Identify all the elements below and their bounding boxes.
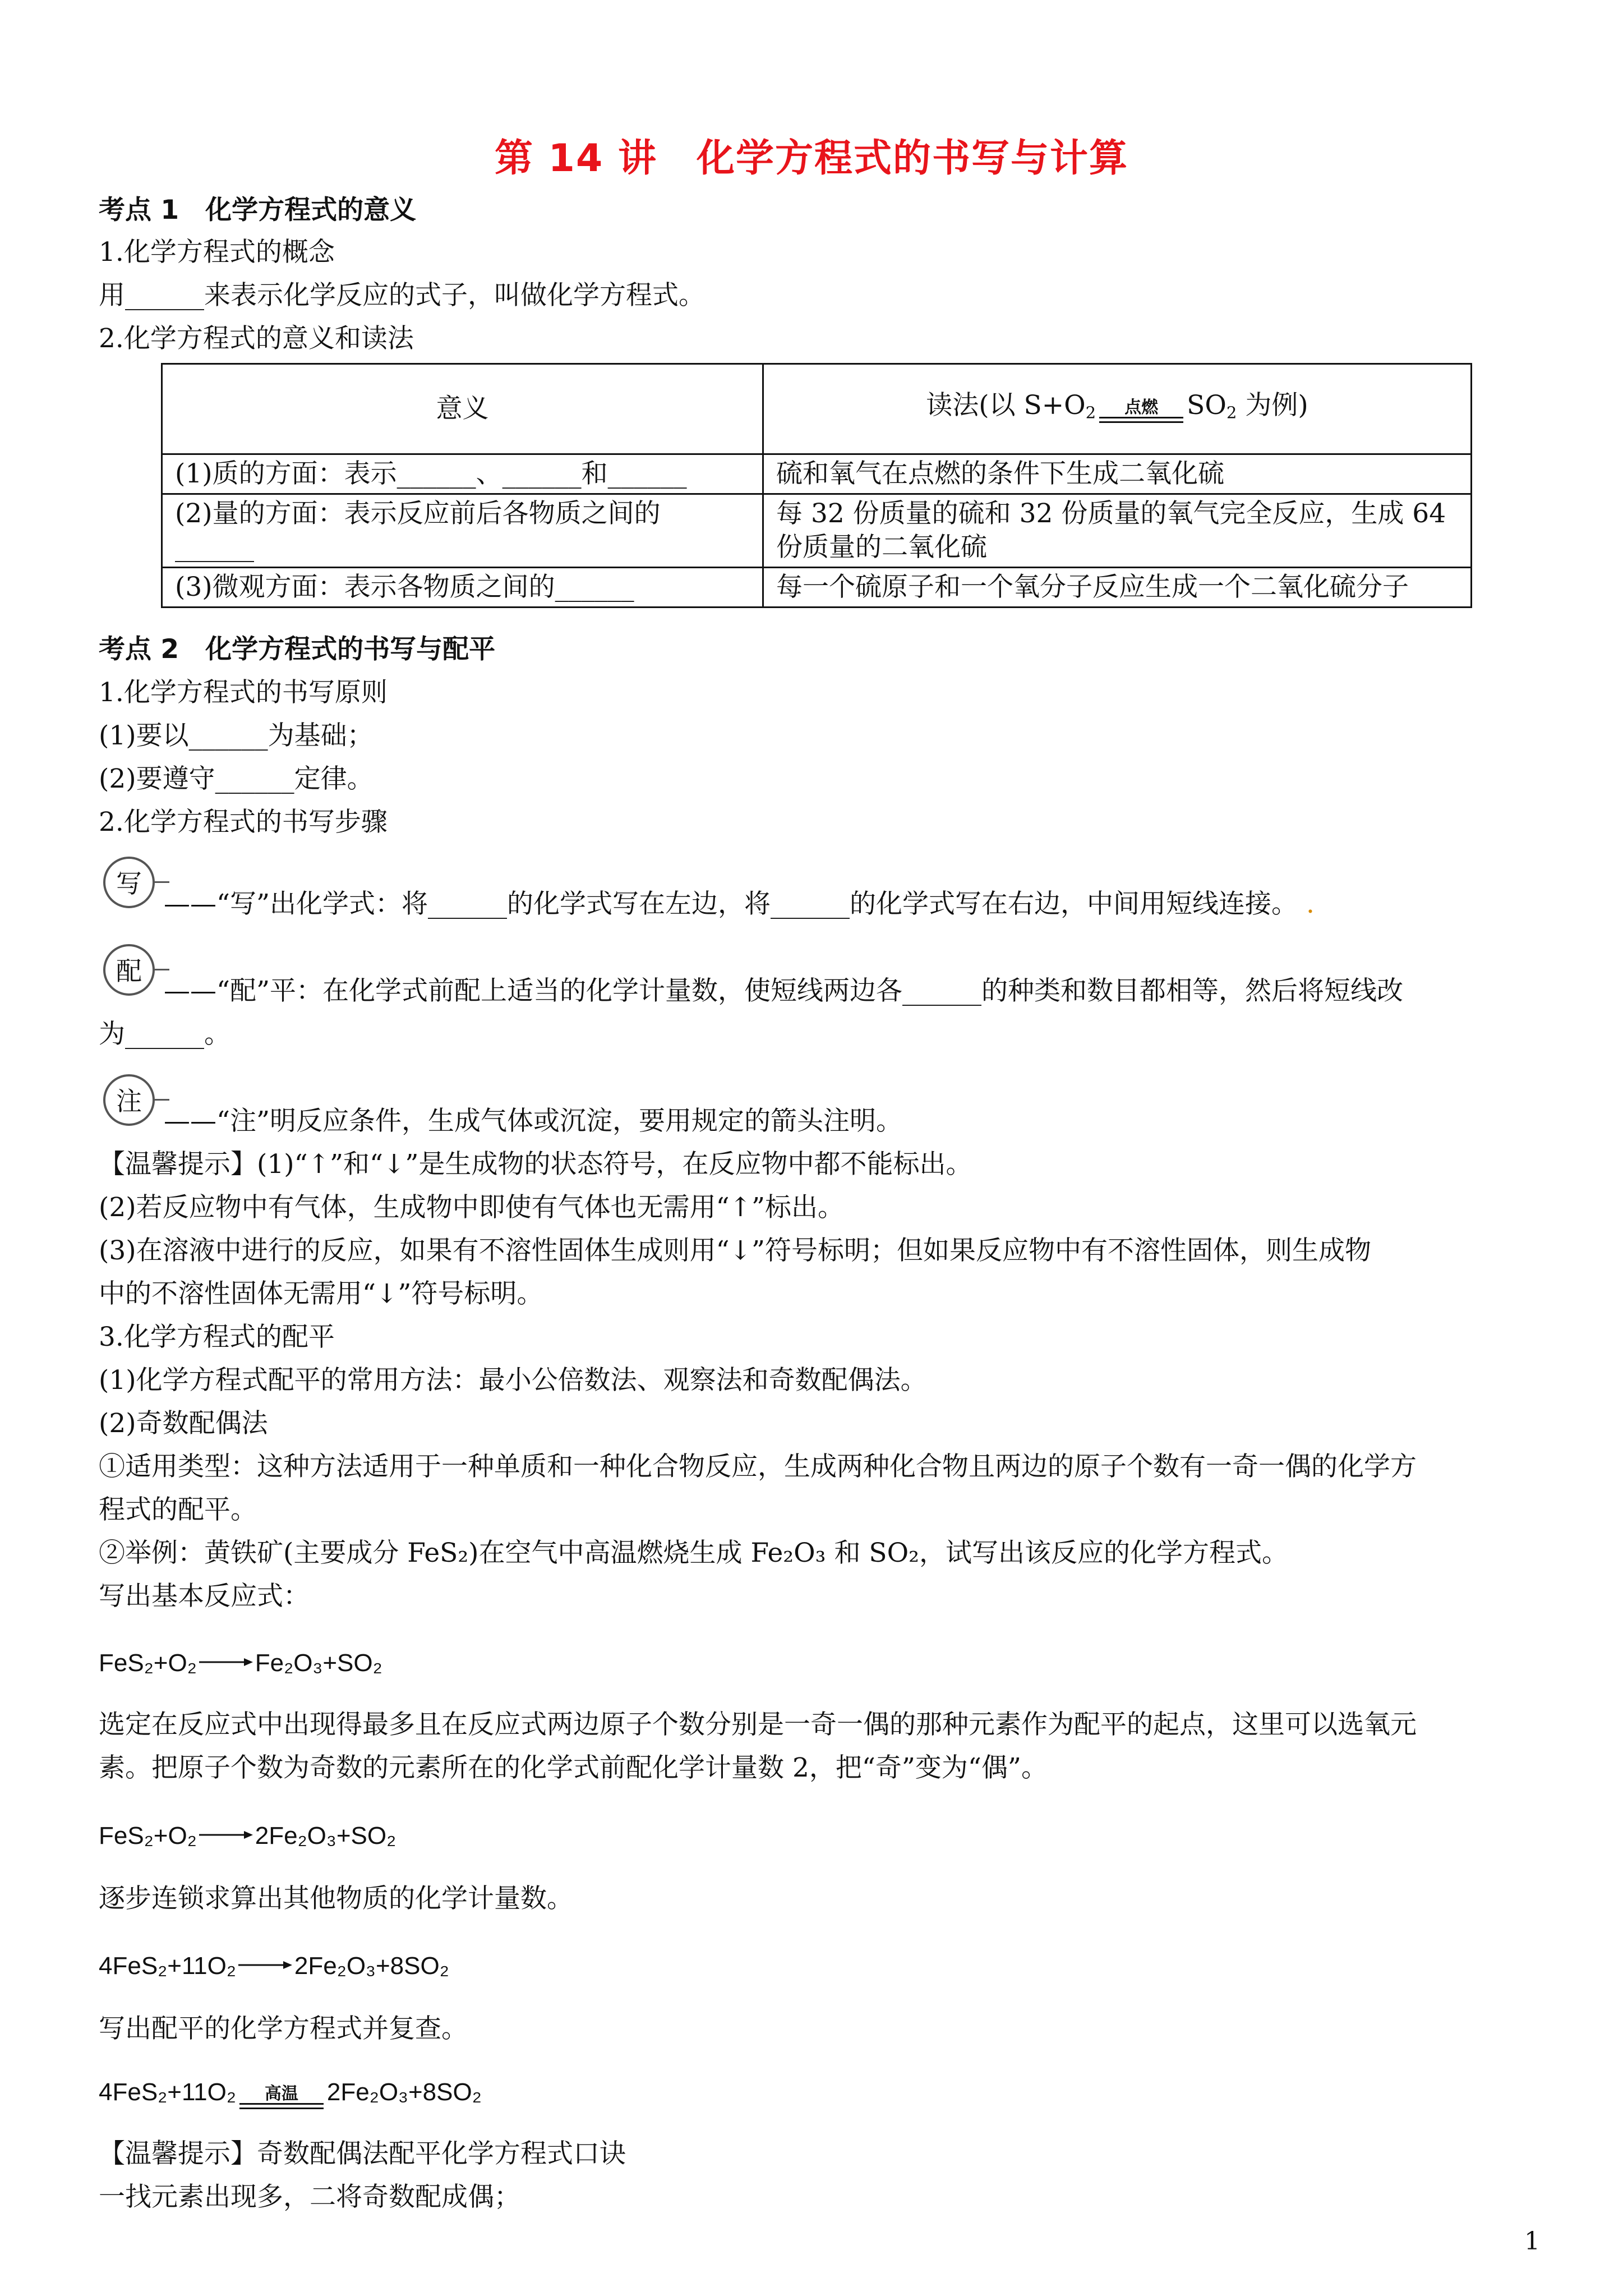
cell-line: 每 32 份质量的硫和 32 份质量的氧气完全反应，生成 64	[776, 498, 1446, 529]
table-cell: 硫和氧气在点燃的条件下生成二氧化硫	[763, 454, 1472, 494]
table-cell	[162, 494, 763, 568]
table-cell: (1)质的方面：表示______、______和______	[162, 454, 763, 494]
table-row	[162, 494, 1472, 568]
cell-line: ______	[175, 532, 254, 563]
equation-1	[99, 1646, 382, 1680]
step-balance-cont: 为______。	[99, 1019, 230, 1050]
equation-lhs: FeS₂+O₂	[99, 1649, 197, 1677]
paragraph: 写出配平的化学方程式并复查。	[99, 2013, 468, 2044]
paragraph: 写出基本反应式：	[99, 1581, 310, 1612]
table-row	[162, 454, 1472, 494]
paragraph: 2.化学方程式的意义和读法	[99, 323, 414, 354]
note-step-icon: 注	[103, 1074, 155, 1126]
arrow-icon	[199, 1657, 253, 1668]
header-text: SO	[1187, 389, 1227, 421]
paragraph: 1.化学方程式的概念	[99, 237, 335, 268]
paragraph: 选定在反应式中出现得最多且在反应式两边原子个数分别是一奇一偶的那种元素作为配平的起点，这里可以选氧元	[99, 1709, 1417, 1740]
equation-rhs: Fe₂O₃+SO₂	[255, 1649, 382, 1677]
tip: 【温馨提示】(1)“↑”和“↓”是生成物的状态符号，在反应物中都不能标出。	[99, 1149, 972, 1180]
equation-4	[99, 2076, 482, 2109]
page-title: 第 14 讲 化学方程式的书写与计算	[495, 136, 1128, 181]
paragraph: (2)要遵守______定律。	[99, 763, 374, 794]
step-balance: ——“配”平：在化学式前配上适当的化学计量数，使短线两边各______的种类和数目都相等，然后将短线改	[164, 976, 1404, 1006]
arrow-icon	[199, 1829, 253, 1841]
paragraph: 2.化学方程式的书写步骤	[99, 807, 388, 838]
paragraph: (2)奇数配偶法	[99, 1408, 268, 1439]
table-header-cell: 读法(以 $S+O_2$ 点燃 $SO_2$ 为例)	[763, 364, 1472, 454]
condition-sign	[239, 2085, 324, 2109]
equation-rhs: 2Fe₂O₃+8SO₂	[294, 1952, 449, 1980]
equals-bar	[239, 2103, 324, 2109]
paragraph: 3.化学方程式的配平	[99, 1322, 335, 1352]
step-note: ——“注”明反应条件，生成气体或沉淀，要用规定的箭头注明。	[164, 1106, 903, 1137]
orange-dot: .	[1306, 889, 1315, 919]
table-row	[162, 568, 1472, 608]
equation-lhs: FeS₂+O₂	[99, 1822, 197, 1849]
step-write	[164, 887, 1315, 921]
paragraph: 1.化学方程式的书写原则	[99, 677, 388, 708]
cell-line: 份质量的二氧化硫	[776, 532, 987, 563]
paragraph: ②举例：黄铁矿(主要成分 FeS₂)在空气中高温燃烧生成 Fe₂O₃ 和 SO₂，试写出该反应的化学方程式。	[99, 1538, 1288, 1568]
step-text: ——“写”出化学式：将______的化学式写在左边，将______的化学式写在右边，中间用短线连接。	[164, 889, 1298, 919]
cell-line: (2)量的方面：表示反应前后各物质之间的	[175, 498, 661, 529]
paragraph: 用______来表示化学反应的式子，叫做化学方程式。	[99, 280, 705, 311]
condition-sign	[1099, 399, 1183, 423]
table-header-cell: 意义	[162, 364, 763, 454]
paragraph: (1)要以______为基础；	[99, 720, 374, 751]
condition-label: 点燃	[1124, 397, 1159, 417]
tip: 中的不溶性固体无需用“↓”符号标明。	[99, 1278, 543, 1309]
section-heading-1: 考点 1 化学方程式的意义	[99, 195, 417, 226]
tip: 一找元素出现多，二将奇数配成偶；	[99, 2182, 520, 2212]
equation-rhs: 2Fe₂O₃+SO₂	[255, 1822, 396, 1849]
equals-bar	[1099, 417, 1183, 423]
table-cell: 每一个硫原子和一个氧分子反应生成一个二氧化硫分子	[763, 568, 1472, 608]
paragraph: 素。把原子个数为奇数的元素所在的化学式前配化学计量数 2，把“奇”变为“偶”。	[99, 1752, 1048, 1783]
tip: (3)在溶液中进行的反应，如果有不溶性固体生成则用“↓”符号标明；但如果反应物中有不溶性固体，则生成物	[99, 1235, 1372, 1266]
table-cell	[763, 494, 1472, 568]
equation-3	[99, 1949, 449, 1983]
equation-lhs: 4FeS₂+11O₂	[99, 2078, 236, 2106]
paragraph: 逐步连锁求算出其他物质的化学计量数。	[99, 1883, 573, 1914]
equation-lhs: 4FeS₂+11O₂	[99, 1952, 236, 1980]
header-text: 为例)	[1245, 389, 1308, 421]
balance-step-icon: 配	[103, 944, 155, 996]
paragraph: 程式的配平。	[99, 1494, 257, 1525]
page-number: 1	[1524, 2227, 1540, 2256]
equation-rhs: 2Fe₂O₃+8SO₂	[326, 2078, 482, 2106]
write-step-icon: 写	[103, 857, 155, 908]
tip: (2)若反应物中有气体，生成物中即使有气体也无需用“↑”标出。	[99, 1192, 845, 1223]
table-cell: (3)微观方面：表示各物质之间的______	[162, 568, 763, 608]
paragraph: (1)化学方程式配平的常用方法：最小公倍数法、观察法和奇数配偶法。	[99, 1365, 927, 1396]
arrow-icon	[238, 1959, 292, 1971]
equation-2	[99, 1819, 396, 1853]
section-heading-2: 考点 2 化学方程式的书写与配平	[99, 634, 496, 665]
condition-label: 高温	[264, 2084, 298, 2104]
tip: 【温馨提示】奇数配偶法配平化学方程式口诀	[99, 2138, 626, 2169]
meaning-table	[161, 363, 1472, 608]
table-header-row	[162, 364, 1472, 454]
paragraph: ①适用类型：这种方法适用于一种单质和一种化合物反应，生成两种化合物且两边的原子个数有一奇一偶的化学方	[99, 1451, 1417, 1482]
header-text: 读法(以 S+O	[926, 389, 1086, 421]
